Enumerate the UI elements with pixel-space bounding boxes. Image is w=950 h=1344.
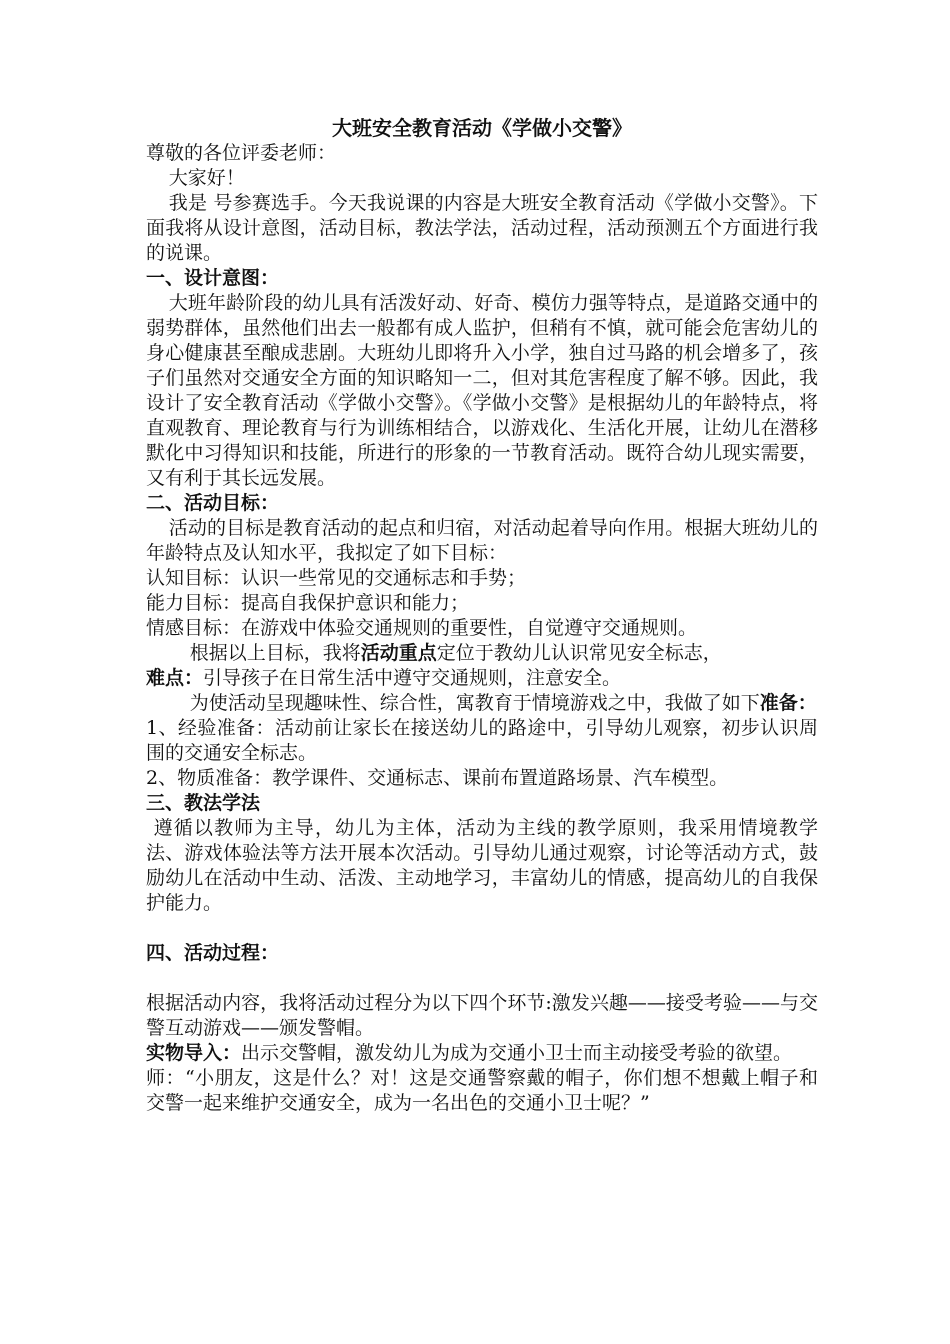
section-heading-design: 一、设计意图： bbox=[146, 267, 280, 289]
focus-pre: 根据以上目标，我将 bbox=[189, 642, 361, 664]
goals-paragraph: 活动的目标是教育活动的起点和归宿，对活动起着导向作用。根据大班幼儿的年龄特点及认知水平，我拟定了如下目标： bbox=[146, 517, 818, 564]
focus-post: 定位于教幼儿认识常见安全标志， bbox=[436, 642, 722, 664]
salutation: 尊敬的各位评委老师： bbox=[146, 142, 337, 164]
difficulty-label: 难点： bbox=[146, 667, 204, 689]
goal-cognitive: 认知目标：认识一些常见的交通标志和手势； bbox=[146, 567, 527, 589]
design-paragraph: 大班年龄阶段的幼儿具有活泼好动、好奇、模仿力强等特点，是道路交通中的弱势群体，虽然他们出去一般都有成人监护，但稍有不慎，就可能会危害幼儿的身心健康甚至酿成悲剧。大班幼儿即将升入小学，独自过马路的机会增多了，孩子们虽然对交通安全方面的知识略知一二，但对其危害程度了解不够。因此，我设计了安全教育活动《学做小交警》。《学做小交警》是根据幼儿的年龄特点，将直观教育、理论教育与行为训练相结合，以游戏化、生活化开展，让幼儿在潜移默化中习得知识和技能，所进行的形象的一节教育活动。既符合幼儿现实需要，又有利于其长远发展。 bbox=[146, 292, 818, 489]
prep-label: 准备： bbox=[759, 692, 817, 714]
section-heading-process: 四、活动过程： bbox=[146, 942, 280, 964]
prep-experience: 1、经验准备：活动前让家长在接送幼儿的路途中，引导幼儿观察，初步认识周围的交通安全标志。 bbox=[146, 717, 818, 764]
document-title: 大班安全教育活动《学做小交警》 bbox=[332, 116, 632, 140]
step1-paragraph bbox=[146, 1041, 818, 1066]
focus-paragraph bbox=[146, 641, 818, 666]
prep-material: 2、物质准备：教学课件、交通标志、课前布置道路场景、汽车模型。 bbox=[146, 767, 729, 789]
goal-emotion: 情感目标：在游戏中体验交通规则的重要性，自觉遵守交通规则。 bbox=[146, 617, 698, 639]
focus-label: 活动重点 bbox=[360, 642, 437, 664]
section-heading-goals: 二、活动目标： bbox=[146, 492, 280, 514]
process-paragraph: 根据活动内容，我将活动过程分为以下四个环节:激发兴趣——接受考验——与交警互动游戏——颁发警帽。 bbox=[146, 992, 818, 1039]
intro-paragraph: 我是 号参赛选手。今天我说课的内容是大班安全教育活动《学做小交警》。下面我将从设计意图，活动目标，教法学法，活动过程，活动预测五个方面进行我的说课。 bbox=[146, 192, 818, 264]
greeting: 大家好！ bbox=[168, 167, 245, 189]
step1-body: 出示交警帽，激发幼儿为成为交通小卫士而主动接受考验的欲望。 bbox=[241, 1042, 793, 1064]
blank-line bbox=[146, 966, 818, 991]
prep-pre: 为使活动呈现趣味性、综合性，寓教育于情境游戏之中，我做了如下 bbox=[189, 692, 760, 714]
difficulty-paragraph bbox=[146, 666, 818, 691]
prep-paragraph bbox=[146, 691, 818, 716]
section-heading-methods: 三、教法学法 bbox=[146, 792, 261, 814]
methods-paragraph: 遵循以教师为主导，幼儿为主体，活动为主线的教学原则，我采用情境教学法、游戏体验法等方法开展本次活动。引导幼儿通过观察，讨论等活动方式，鼓励幼儿在活动中生动、活泼、主动地学习，丰富幼儿的情感，提高幼儿的自我保护能力。 bbox=[146, 817, 818, 914]
difficulty-body: 引导孩子在日常生活中遵守交通规则，注意安全。 bbox=[203, 667, 622, 689]
document-body bbox=[146, 116, 818, 1116]
step1-label: 实物导入： bbox=[146, 1042, 242, 1064]
blank-line bbox=[146, 916, 818, 941]
goal-ability: 能力目标：提高自我保护意识和能力； bbox=[146, 592, 470, 614]
teacher-quote: 师：“小朋友，这是什么？对！这是交通警察戴的帽子，你们想不想戴上帽子和交警一起来维护交通安全，成为一名出色的交通小卫士呢？” bbox=[146, 1067, 818, 1114]
